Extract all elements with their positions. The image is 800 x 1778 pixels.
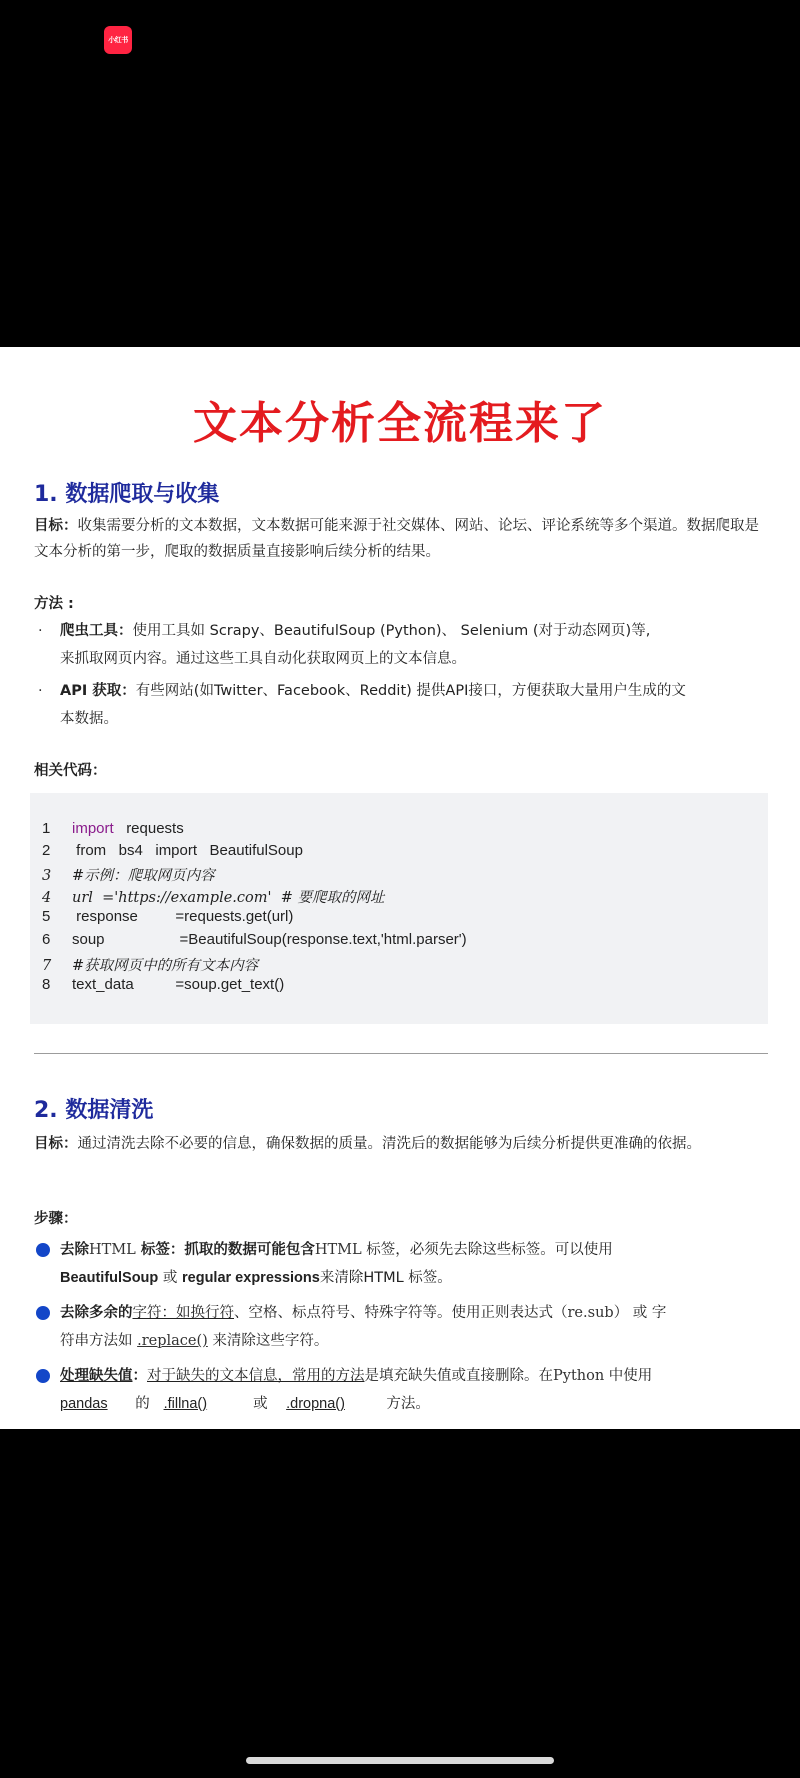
section-2-heading: 2. 数据清洗 — [34, 1098, 154, 1123]
code-line: 2 from bs4 import BeautifulSoup — [42, 842, 303, 859]
section-1-goal — [34, 513, 762, 565]
bullet-line: 使用工具如 Scrapy、BeautifulSoup (Python)、 Selenium (对于动态网页)等, — [132, 623, 651, 639]
bullet-line: 有些网站(如Twitter、Facebook、Reddit) 提供API接口，方便获取大量用户生成的文 — [135, 683, 686, 699]
code-line: 5 response =requests.get(url) — [42, 908, 294, 925]
bullet-line: 本数据。 — [60, 711, 118, 727]
goal-text: 通过清洗去除不必要的信息，确保数据的质量。清洗后的数据能够为后续分析提供更准确的依据。 — [77, 1136, 701, 1152]
bullet-line: 来抓取网页内容。通过这些工具自动化获取网页上的文本信息。 — [60, 651, 466, 667]
code-line: 1 import requests — [42, 820, 184, 837]
code-comment-line: 7 #获取网页中的所有文本内容 — [42, 958, 259, 974]
code-keyword: import — [72, 820, 114, 837]
code-line: 6 soup =BeautifulSoup(response.text,'html.parser') — [42, 931, 467, 948]
document-page: 文本分析全流程来了 1. 数据爬取与收集 目标：收集需要分析的文本数据，文本数据可能来源于社交媒体、网站、论坛、评论系统等多个渠道。数据爬取是文本分析的第一步，爬取的数据质量直接影响后续分析的结果。 方法 : · 爬虫工具：使用工具如 Scrapy、BeautifulSoup (Python)、 Selenium (对于动态网页)等, 来抓取网页内容。通过这些工具自动化获取网页上的文本信息。 · API 获取：有些网站(如Twitter、Facebook、Reddit) 提供API接口，方便获取大量用户生成的文 本数据。 相关代码： 1 import requests 2 from bs4 import BeautifulSoup 3 #示例：爬取网页内容 4 url ='https://example.com' # 要爬取的网址 5 response =requests.get(url) 6 soup =BeautifulSoup(response.text,'html.parser') 7 #获取网页中的所有文本内容 8 text_data =soup.get_text() 2. 数据清洗 目标：通过清洗去除不必要的信息，确保数据的质量。清洗后的数据能够为后续分析提供更准确的依据。 步骤： 去除HTML 标签：抓取的数据可能包含HTML 标签，必须先去除这些标签。可以使用 BeautifulSoup 或 regular expressions来清除HTML 标签。 去除多余的字符：如换行符、空格、标点符号、特殊字符等。使用正则表达式（re.sub） 或 字 符串方法如 .replace() 来清除这些字符。 处理缺失值：对于缺失的文本信息，常用的方法是填充缺失值或直接删除。在Python 中使用 pandas 的 .fillna() 或 .dropna() 方法。 — [0, 347, 800, 1429]
code-comment-line: 3 #示例：爬取网页内容 — [42, 868, 215, 884]
goal-label: 目标： — [34, 1136, 78, 1152]
steps-label: 步骤： — [34, 1211, 78, 1227]
bullet-dot — [36, 1243, 50, 1257]
page-title: 文本分析全流程来了 — [193, 398, 607, 449]
bullet-dot: · — [38, 623, 43, 639]
bullet-label: 爬虫工具： — [60, 623, 133, 639]
app-logo: 小红书 — [104, 26, 132, 54]
method-label: 方法 : — [34, 596, 74, 612]
section-divider — [34, 1053, 768, 1054]
home-indicator[interactable] — [246, 1757, 554, 1764]
bullet-dot — [36, 1369, 50, 1383]
bullet-dot: · — [38, 683, 43, 699]
goal-label: 目标： — [34, 518, 78, 534]
code-comment-line: 4 url ='https://example.com' # 要爬取的网址 — [42, 890, 385, 906]
code-label: 相关代码： — [34, 763, 107, 779]
goal-text: 收集需要分析的文本数据，文本数据可能来源于社交媒体、网站、论坛、评论系统等多个渠道。数据爬取是文本分析的第一步，爬取的数据质量直接影响后续分析的结果。 — [34, 518, 759, 560]
bullet-label: API 获取： — [60, 683, 136, 699]
code-line: 8 text_data =soup.get_text() — [42, 976, 285, 993]
section-2-goal — [34, 1131, 762, 1157]
section-1-heading: 1. 数据爬取与收集 — [34, 482, 220, 507]
bullet-dot — [36, 1306, 50, 1320]
